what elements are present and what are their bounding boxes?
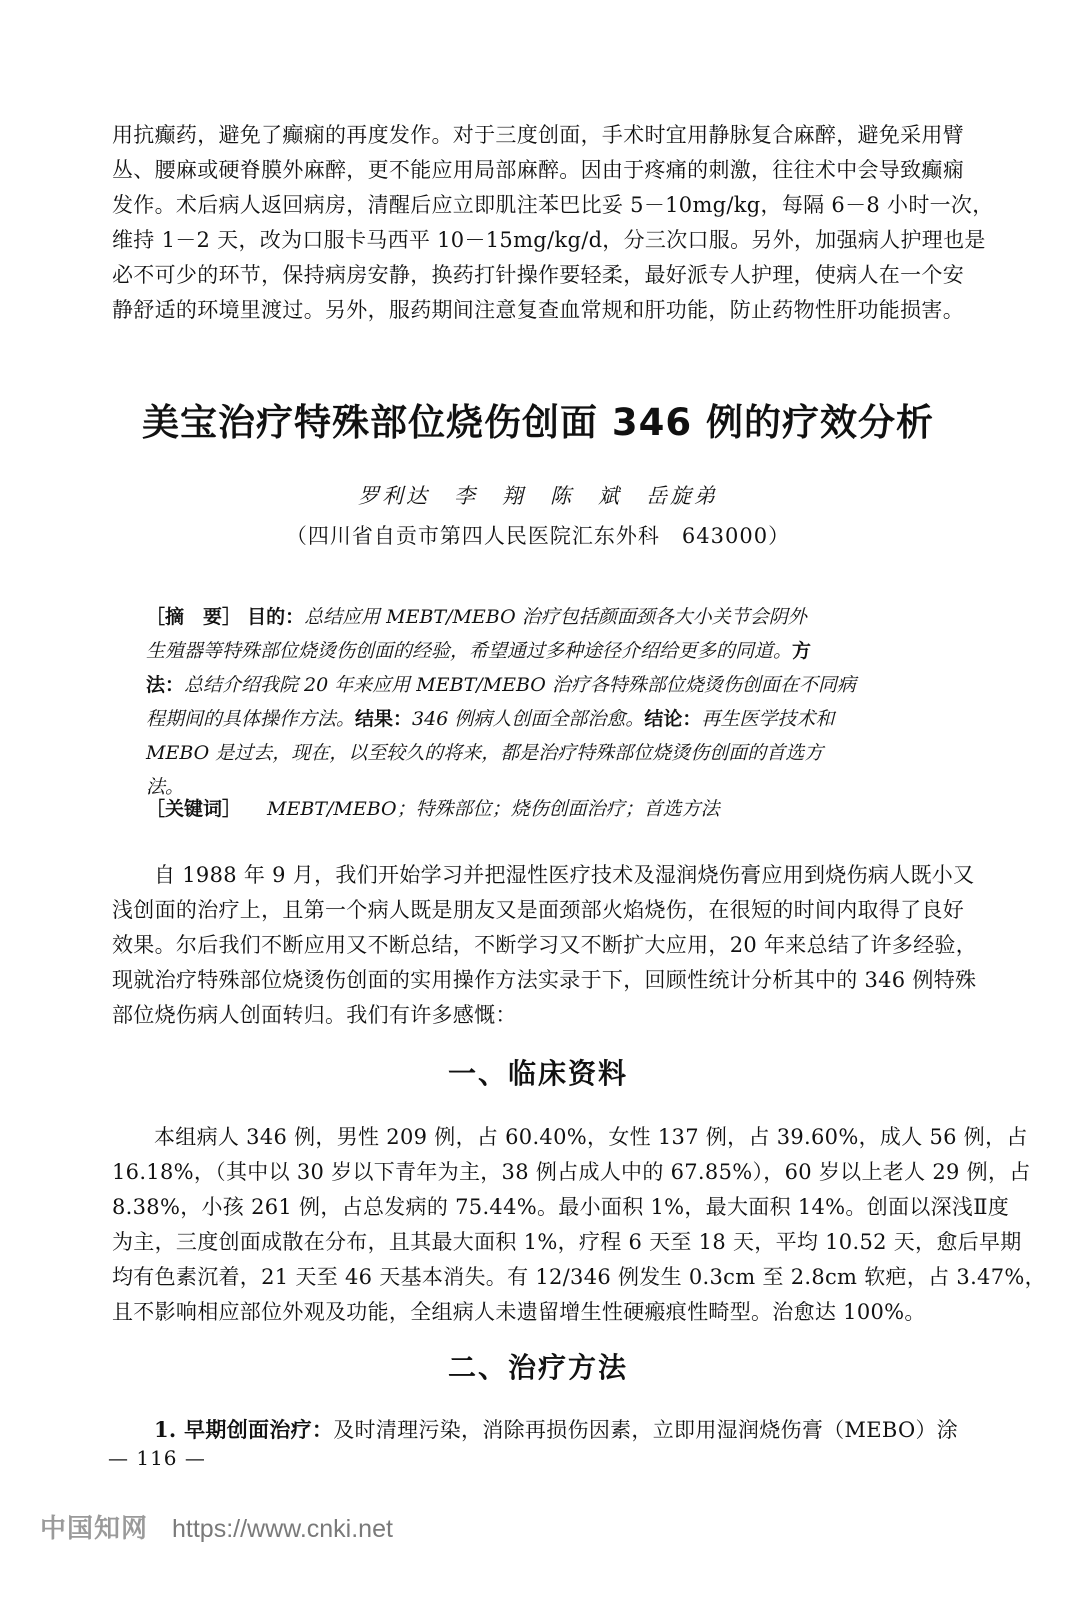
conclusion-label: 结论： — [644, 708, 702, 730]
text-line: 必不可少的环节，保持病房安静，换药打针操作要轻柔，最好派专人护理，使病人在一个安 — [112, 263, 964, 287]
article-title: 美宝治疗特殊部位烧伤创面 346 例的疗效分析 — [142, 401, 934, 444]
text-line: 部位烧伤病人创面转归。我们有许多感慨： — [112, 1003, 517, 1027]
cnki-watermark — [40, 1508, 393, 1545]
text-line: 现就治疗特殊部位烧烫伤创面的实用操作方法实录于下，回顾性统计分析其中的 346 例特殊 — [112, 968, 977, 992]
conclusion-text: 再生医学技术和 — [701, 708, 835, 730]
text-line — [112, 1412, 962, 1448]
text-line: 用抗癫药，避免了癫痫的再度发作。对于三度创面，手术时宜用静脉复合麻醉，避免采用臂 — [112, 123, 964, 147]
section-heading-treatment: 二、治疗方法 — [447, 1351, 628, 1384]
abstract-line — [146, 600, 926, 634]
text-line: 为主，三度创面成散在分布，且其最大面积 1%，疗程 6 天至 18 天，平均 10.52 天，愈后早期 — [112, 1230, 1022, 1254]
text-line: 均有色素沉着，21 天至 46 天基本消失。有 12/346 例发生 0.3cm 至 2.8cm 软疤，占 3.47%， — [112, 1265, 1046, 1289]
text-line: 8.38%，小孩 261 例，占总发病的 75.44%。最小面积 1%，最大面积 14%。创面以深浅Ⅱ度 — [112, 1195, 1010, 1219]
method-label: 方 — [792, 640, 812, 662]
text-line: 维持 1－2 天，改为口服卡马西平 10－15mg/kg/d，分三次口服。另外，加强病人护理也是 — [112, 228, 986, 252]
abstract-line — [146, 736, 926, 770]
abstract-line — [146, 702, 926, 736]
abstract — [146, 600, 926, 804]
keywords — [146, 792, 926, 826]
text-line: 本组病人 346 例，男性 209 例，占 60.40%，女性 137 例，占 39.60%，成人 56 例，占 — [154, 1125, 1028, 1149]
text-line: 效果。尔后我们不断应用又不断总结，不断学习又不断扩大应用，20 年来总结了许多经验， — [112, 933, 977, 957]
treatment-item-text: 及时清理污染，消除再损伤因素，立即用湿润烧伤膏（MEBO）涂 — [333, 1418, 959, 1442]
page-number: — 116 — — [108, 1446, 206, 1470]
clinical-data-paragraph — [112, 1120, 1046, 1330]
cnki-logo: 中国知网 — [40, 1514, 149, 1544]
treatment-item-label: 1. 早期创面治疗： — [154, 1417, 334, 1442]
abstract-label: ［摘 要］ — [146, 606, 242, 628]
keywords-list: MEBT/MEBO；特殊部位；烧伤创面治疗；首选方法 — [267, 798, 720, 820]
continued-paragraph — [112, 118, 994, 328]
abstract-line — [146, 634, 926, 668]
text-line: 丛、腰麻或硬脊膜外麻醉，更不能应用局部麻醉。因由于疼痛的刺激，往往术中会导致癫痫 — [112, 158, 964, 182]
result-text: 346 例病人创面全部治愈。 — [412, 708, 645, 730]
text-line: 浅创面的治疗上，且第一个病人既是朋友又是面颈部火焰烧伤，在很短的时间内取得了良好 — [112, 898, 964, 922]
treatment-paragraph — [112, 1412, 962, 1448]
text-line: 自 1988 年 9 月，我们开始学习并把湿性医疗技术及湿润烧伤膏应用到烧伤病人既小又 — [154, 863, 975, 887]
conclusion-text: 法。 — [146, 776, 185, 798]
conclusion-text: MEBO 是过去，现在，以至较久的将来，都是治疗特殊部位烧烫伤创面的首选方 — [146, 742, 824, 764]
method-text: 程期间的具体操作方法。 — [146, 708, 356, 730]
method-text: 总结介绍我院 20 年来应用 MEBT/MEBO 治疗各特殊部位烧烫伤创面在不同病 — [184, 674, 856, 696]
intro-paragraph — [112, 858, 977, 1033]
result-label: 结果： — [355, 708, 413, 730]
objective-text: 生殖器等特殊部位烧烫伤创面的经验，希望通过多种途径介绍给更多的同道。 — [146, 640, 793, 662]
objective-label: 目的： — [247, 606, 305, 628]
cnki-url: https://www.cnki.net — [172, 1515, 393, 1543]
method-label: 法： — [146, 674, 185, 696]
abstract-line — [146, 668, 926, 702]
text-line: 且不影响相应部位外观及功能，全组病人未遗留增生性硬瘢痕性畸型。治愈达 100%。 — [112, 1300, 926, 1324]
text-line: 静舒适的环境里渡过。另外，服药期间注意复查血常规和肝功能，防止药物性肝功能损害。 — [112, 298, 964, 322]
text-line: 16.18%，（其中以 30 岁以下青年为主，38 例占成人中的 67.85%），60 岁以上老人 29 例，占 — [112, 1160, 1031, 1184]
objective-text: 总结应用 MEBT/MEBO 治疗包括颜面颈各大小关节会阴外 — [304, 606, 807, 628]
author-list: 罗利达 李 翔 陈 斌 岳旋弟 — [358, 484, 718, 508]
keywords-label: ［关键词］ — [146, 798, 242, 820]
text-line: 发作。术后病人返回病房，清醒后应立即肌注苯巴比妥 5－10mg/kg，每隔 6－8 小时一次， — [112, 193, 994, 217]
author-affiliation: （四川省自贡市第四人民医院汇东外科 643000） — [285, 524, 791, 548]
section-heading-clinical-data: 一、临床资料 — [447, 1057, 628, 1090]
